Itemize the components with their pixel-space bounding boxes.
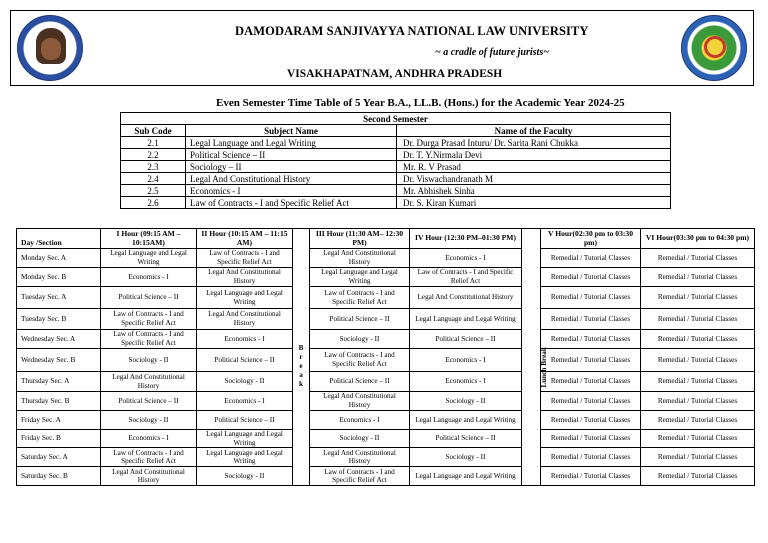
lunch-column-top bbox=[522, 229, 541, 249]
hour-2-cell: Sociology - II bbox=[197, 467, 293, 486]
table-row bbox=[17, 392, 755, 411]
day-section-cell: Tuesday Sec. A bbox=[17, 287, 101, 309]
hour-3-cell: Law of Contracts - I and Specific Relief Act bbox=[310, 467, 410, 486]
subject-name: Law of Contracts - I and Specific Relief Act bbox=[186, 197, 397, 209]
hour-2-cell: Political Science – II bbox=[197, 411, 293, 430]
subject-code: 2.4 bbox=[121, 173, 186, 185]
day-section-cell: Thursday Sec. B bbox=[17, 392, 101, 411]
day-section-cell: Monday Sec. A bbox=[17, 249, 101, 268]
hour-3-cell: Political Science – II bbox=[310, 309, 410, 330]
hour-2-cell: Legal Language and Legal Writing bbox=[197, 287, 293, 309]
table-row bbox=[17, 287, 755, 309]
subject-code: 2.3 bbox=[121, 161, 186, 173]
hour-1-cell: Economics - I bbox=[101, 430, 197, 448]
hour-3-cell: Economics - I bbox=[310, 411, 410, 430]
table-row bbox=[17, 448, 755, 467]
lunch-break-column bbox=[522, 249, 548, 486]
subject-row bbox=[121, 185, 671, 197]
subject-rows bbox=[121, 137, 671, 209]
letterhead bbox=[10, 10, 754, 86]
faculty-name: Mr. R. V Prasad bbox=[397, 161, 671, 173]
university-motto: ~ a cradle of future jurists~ bbox=[435, 47, 549, 58]
hour-1-cell: Legal And Constitutional History bbox=[101, 372, 197, 392]
hour-3-cell: Sociology - II bbox=[310, 330, 410, 349]
hour-5-cell: Remedial / Tutorial Classes bbox=[541, 309, 641, 330]
hour-6-cell: Remedial / Tutorial Classes bbox=[641, 287, 755, 309]
timetable-title: Even Semester Time Table of 5 Year B.A., LL.B. (Hons.) for the Academic Year 2024-25 bbox=[216, 97, 625, 109]
hour-3-cell: Law of Contracts - I and Specific Relief Act bbox=[310, 349, 410, 372]
table-row bbox=[17, 372, 755, 392]
hour-4-cell: Legal Language and Legal Writing bbox=[410, 309, 522, 330]
day-section-cell: Friday Sec. A bbox=[17, 411, 101, 430]
table-row bbox=[17, 249, 755, 268]
hour-1-header: I Hour (09:15 AM – 10:15AM) bbox=[101, 229, 197, 249]
hour-5-cell: Remedial / Tutorial Classes bbox=[541, 467, 641, 486]
day-section-cell: Thursday Sec. A bbox=[17, 372, 101, 392]
hour-4-cell: Economics - I bbox=[410, 249, 522, 268]
hour-4-cell: Economics - I bbox=[410, 372, 522, 392]
hour-3-cell: Political Science – II bbox=[310, 372, 410, 392]
hour-2-cell: Legal Language and Legal Writing bbox=[197, 430, 293, 448]
hour-6-cell: Remedial / Tutorial Classes bbox=[641, 467, 755, 486]
hour-5-cell: Remedial / Tutorial Classes bbox=[541, 411, 641, 430]
hour-1-cell: Legal Language and Legal Writing bbox=[101, 249, 197, 268]
hour-3-cell: Legal And Constitutional History bbox=[310, 249, 410, 268]
day-section-cell: Monday Sec. B bbox=[17, 268, 101, 287]
university-name: DAMODARAM SANJIVAYYA NATIONAL LAW UNIVERSITY bbox=[235, 24, 589, 38]
hour-4-cell: Political Science – II bbox=[410, 430, 522, 448]
faculty-name: Dr. T. Y.Nirmala Devi bbox=[397, 149, 671, 161]
day-section-cell: Saturday Sec. B bbox=[17, 467, 101, 486]
hour-3-cell: Legal And Constitutional History bbox=[310, 448, 410, 467]
hour-6-cell: Remedial / Tutorial Classes bbox=[641, 430, 755, 448]
hour-3-cell: Law of Contracts - I and Specific Relief Act bbox=[310, 287, 410, 309]
subject-row bbox=[121, 149, 671, 161]
hour-5-cell: Remedial / Tutorial Classes bbox=[541, 430, 641, 448]
hour-1-cell: Law of Contracts - I and Specific Relief Act bbox=[101, 330, 197, 349]
hour-6-cell: Remedial / Tutorial Classes bbox=[641, 349, 755, 372]
hour-4-cell: Legal Language and Legal Writing bbox=[410, 411, 522, 430]
hour-3-cell: Legal Language and Legal Writing bbox=[310, 268, 410, 287]
hour-1-cell: Legal And Constitutional History bbox=[101, 467, 197, 486]
hour-5-cell: Remedial / Tutorial Classes bbox=[541, 392, 641, 411]
day-section-header: Day /Section bbox=[17, 229, 101, 249]
hour-2-cell: Political Science – II bbox=[197, 349, 293, 372]
hour-5-cell: Remedial / Tutorial Classes bbox=[541, 287, 641, 309]
faculty-name: Dr. Viswachandranath M bbox=[397, 173, 671, 185]
hour-2-cell: Sociology - II bbox=[197, 372, 293, 392]
hour-6-cell: Remedial / Tutorial Classes bbox=[641, 249, 755, 268]
day-section-cell: Saturday Sec. A bbox=[17, 448, 101, 467]
hour-6-cell: Remedial / Tutorial Classes bbox=[641, 392, 755, 411]
subject-row bbox=[121, 197, 671, 209]
hour-6-cell: Remedial / Tutorial Classes bbox=[641, 309, 755, 330]
subject-name: Legal Language and Legal Writing bbox=[186, 137, 397, 149]
table-row bbox=[17, 349, 755, 372]
table-row bbox=[17, 309, 755, 330]
hour-2-cell: Legal And Constitutional History bbox=[197, 309, 293, 330]
hour-6-cell: Remedial / Tutorial Classes bbox=[641, 448, 755, 467]
hour-2-cell: Economics - I bbox=[197, 330, 293, 349]
hour-4-cell: Sociology - II bbox=[410, 448, 522, 467]
hour-5-cell: Remedial / Tutorial Classes bbox=[541, 268, 641, 287]
hour-5-header: V Hour(02:30 pm to 03:30 pm) bbox=[541, 229, 641, 249]
faculty-name: Mr. Abhishek Sinha bbox=[397, 185, 671, 197]
university-location: VISAKHAPATNAM, ANDHRA PRADESH bbox=[287, 68, 503, 80]
column-header: Subject Name bbox=[186, 125, 397, 137]
day-section-cell: Wednesday Sec. B bbox=[17, 349, 101, 372]
university-emblem-icon bbox=[681, 15, 747, 81]
subject-row bbox=[121, 161, 671, 173]
hour-2-cell: Law of Contracts - I and Specific Relief Act bbox=[197, 249, 293, 268]
hour-2-cell: Legal And Constitutional History bbox=[197, 268, 293, 287]
hour-2-cell: Economics - I bbox=[197, 392, 293, 411]
hour-1-cell: Sociology - II bbox=[101, 349, 197, 372]
table-row bbox=[17, 430, 755, 448]
hour-4-cell: Legal Language and Legal Writing bbox=[410, 467, 522, 486]
column-header: Name of the Faculty bbox=[397, 125, 671, 137]
hour-6-cell: Remedial / Tutorial Classes bbox=[641, 268, 755, 287]
table-row bbox=[17, 330, 755, 349]
hour-1-cell: Law of Contracts - I and Specific Relief Act bbox=[101, 448, 197, 467]
break-column bbox=[293, 249, 310, 486]
hour-1-cell: Sociology - II bbox=[101, 411, 197, 430]
subject-row bbox=[121, 137, 671, 149]
hour-6-cell: Remedial / Tutorial Classes bbox=[641, 372, 755, 392]
faculty-name: Dr. S. Kiran Kumari bbox=[397, 197, 671, 209]
hour-5-cell: Remedial / Tutorial Classes bbox=[541, 372, 641, 392]
hour-5-cell: Remedial / Tutorial Classes bbox=[541, 330, 641, 349]
hour-4-header: IV Hour (12:30 PM–01:30 PM) bbox=[410, 229, 522, 249]
subject-code: 2.5 bbox=[121, 185, 186, 197]
hour-4-cell: Sociology - II bbox=[410, 392, 522, 411]
timetable-rows bbox=[17, 249, 755, 486]
hour-6-header: VI Hour(03:30 pm to 04:30 pm) bbox=[641, 229, 755, 249]
hour-2-cell: Legal Language and Legal Writing bbox=[197, 448, 293, 467]
table-row bbox=[17, 268, 755, 287]
hour-4-cell: Economics - I bbox=[410, 349, 522, 372]
subject-code: 2.1 bbox=[121, 137, 186, 149]
hour-1-cell: Political Science – II bbox=[101, 392, 197, 411]
hour-5-cell: Remedial / Tutorial Classes bbox=[541, 448, 641, 467]
subject-name: Economics - I bbox=[186, 185, 397, 197]
faculty-name: Dr. Durga Prasad Inturu/ Dr. Sarita Rani Chukka bbox=[397, 137, 671, 149]
subject-name: Sociology – II bbox=[186, 161, 397, 173]
hour-6-cell: Remedial / Tutorial Classes bbox=[641, 411, 755, 430]
subject-code: 2.6 bbox=[121, 197, 186, 209]
subject-name: Political Science – II bbox=[186, 149, 397, 161]
subject-faculty-table bbox=[120, 112, 671, 209]
founder-portrait-seal-icon bbox=[17, 15, 83, 81]
semester-label: Second Semester bbox=[121, 113, 671, 125]
day-section-cell: Wednesday Sec. A bbox=[17, 330, 101, 349]
column-header: Sub Code bbox=[121, 125, 186, 137]
hour-1-cell: Economics - I bbox=[101, 268, 197, 287]
subject-name: Legal And Constitutional History bbox=[186, 173, 397, 185]
hour-3-cell: Legal And Constitutional History bbox=[310, 392, 410, 411]
day-section-cell: Friday Sec. B bbox=[17, 430, 101, 448]
hour-4-cell: Political Science – II bbox=[410, 330, 522, 349]
hour-4-cell: Legal And Constitutional History bbox=[410, 287, 522, 309]
subject-code: 2.2 bbox=[121, 149, 186, 161]
hour-1-cell: Law of Contracts - I and Specific Relief Act bbox=[101, 309, 197, 330]
subject-row bbox=[121, 173, 671, 185]
table-row bbox=[17, 411, 755, 430]
lunch-break-label: Lunch Break bbox=[539, 346, 548, 388]
hour-1-cell: Political Science – II bbox=[101, 287, 197, 309]
break-label: Break bbox=[298, 344, 304, 389]
day-section-cell: Tuesday Sec. B bbox=[17, 309, 101, 330]
hour-3-cell: Sociology - II bbox=[310, 430, 410, 448]
hour-2-header: II Hour (10:15 AM – 11:15 AM) bbox=[197, 229, 293, 249]
table-row bbox=[17, 467, 755, 486]
break-column-top bbox=[293, 229, 310, 249]
hour-4-cell: Law of Contracts - I and Specific Relief Act bbox=[410, 268, 522, 287]
hour-5-cell: Remedial / Tutorial Classes bbox=[541, 249, 641, 268]
hour-3-header: III Hour (11:30 AM– 12:30 PM) bbox=[310, 229, 410, 249]
hour-5-cell: Remedial / Tutorial Classes bbox=[541, 349, 641, 372]
weekly-timetable bbox=[16, 228, 755, 486]
hour-6-cell: Remedial / Tutorial Classes bbox=[641, 330, 755, 349]
